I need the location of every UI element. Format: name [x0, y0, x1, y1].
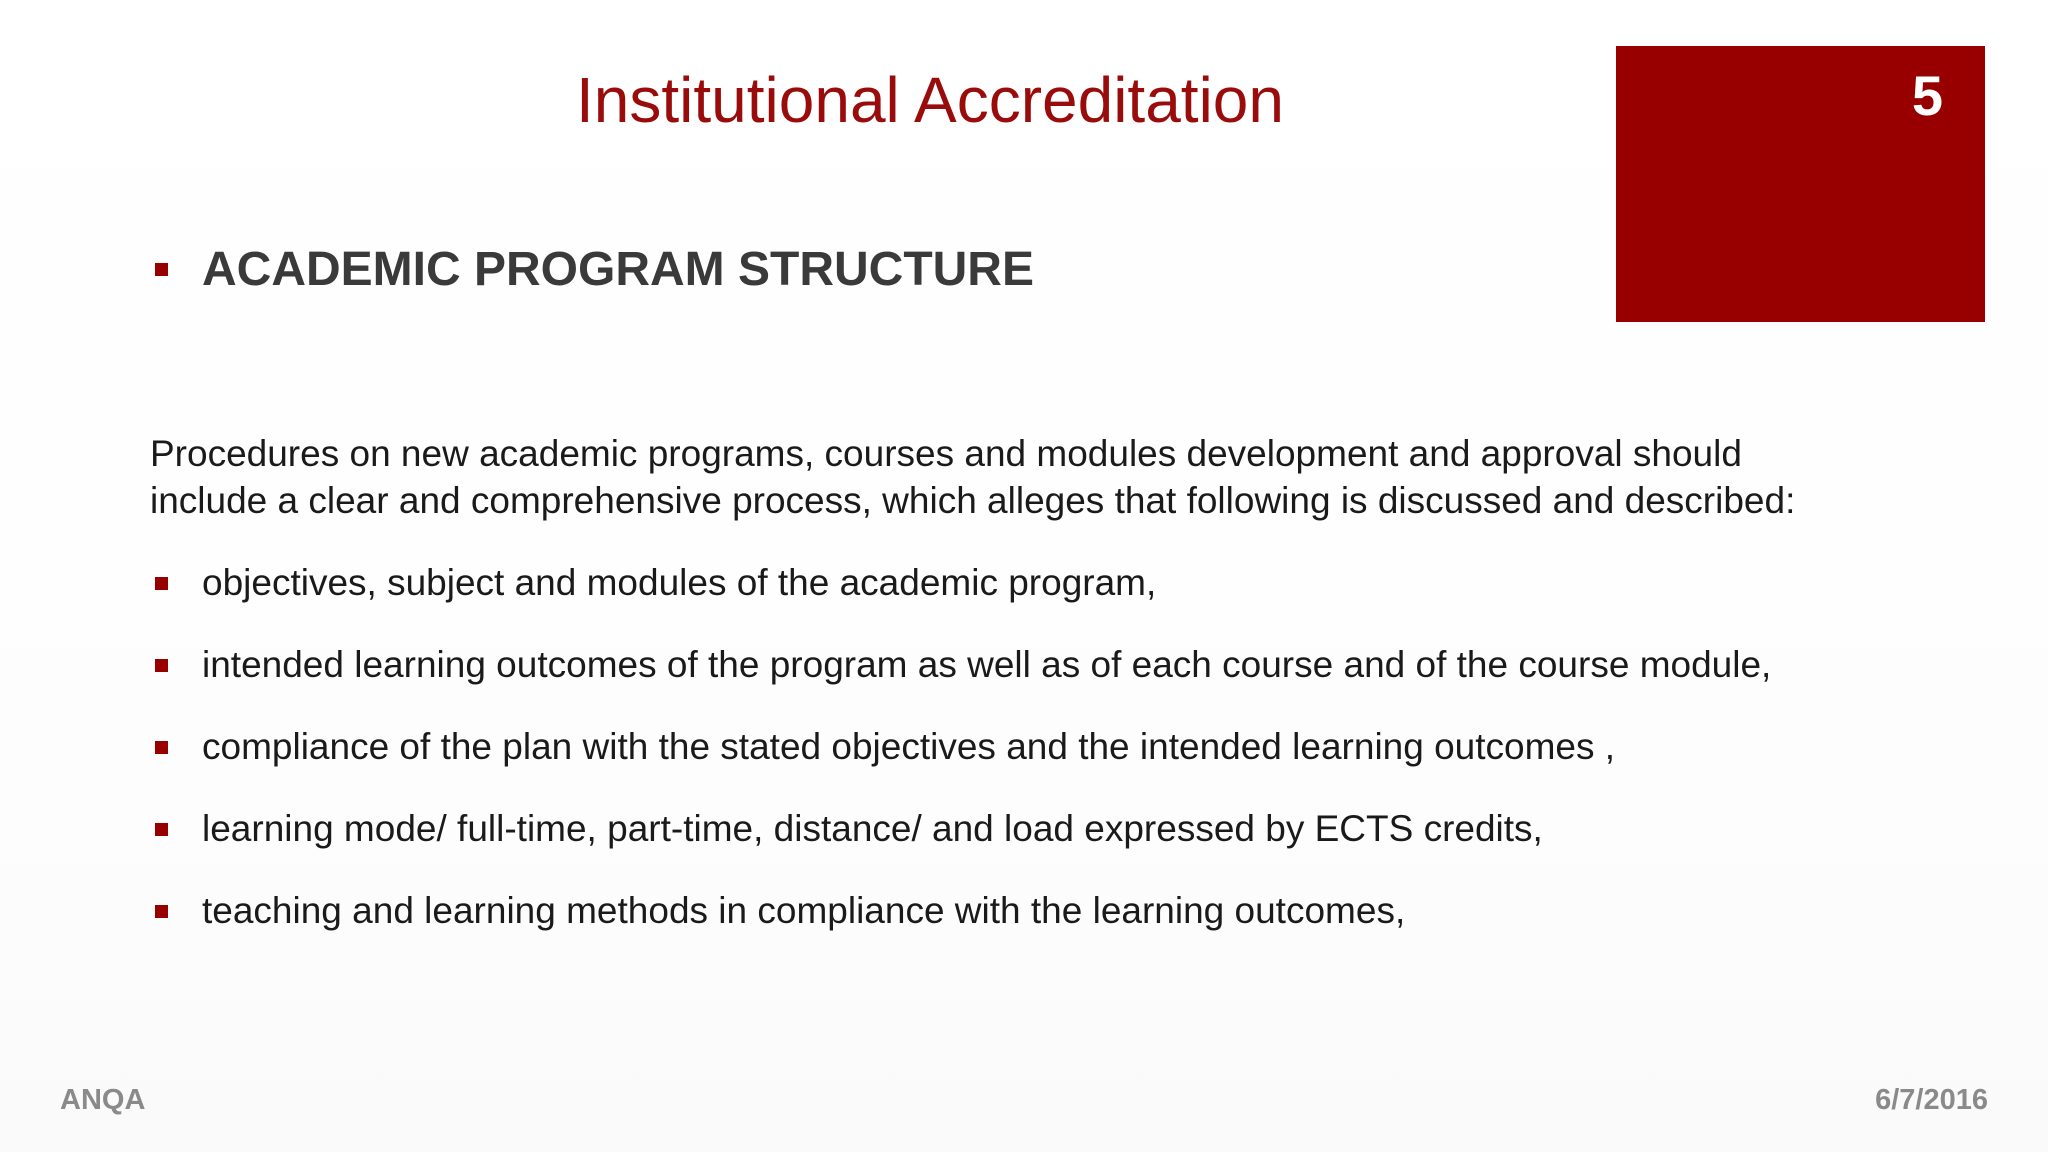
- intro-paragraph: [150, 430, 2030, 524]
- footer-organization: ANQA: [60, 1084, 146, 1116]
- square-bullet-icon: [155, 263, 168, 276]
- slide-number-box: [1616, 46, 1985, 322]
- slide-title: Institutional Accreditation: [576, 64, 1284, 136]
- list-item: learning mode/ full-time, part-time, distance/ and load expressed by ECTS credits,: [202, 808, 1543, 849]
- square-bullet-icon: [155, 741, 168, 754]
- intro-line: Procedures on new academic programs, courses and modules development and approval should: [150, 433, 1742, 474]
- square-bullet-icon: [155, 823, 168, 836]
- list-item: intended learning outcomes of the program as well as of each course and of the course module,: [202, 644, 1772, 685]
- list-item: compliance of the plan with the stated objectives and the intended learning outcomes ,: [202, 726, 1616, 767]
- list-item: teaching and learning methods in compliance with the learning outcomes,: [202, 890, 1406, 931]
- footer-date: 6/7/2016: [1875, 1084, 1988, 1116]
- square-bullet-icon: [155, 659, 168, 672]
- section-heading: ACADEMIC PROGRAM STRUCTURE: [202, 243, 1034, 296]
- intro-line: include a clear and comprehensive process, which alleges that following is discussed and described:: [150, 480, 1796, 521]
- slide-number: 5: [1911, 64, 1943, 127]
- square-bullet-icon: [155, 577, 168, 590]
- square-bullet-icon: [155, 905, 168, 918]
- list-item: objectives, subject and modules of the academic program,: [202, 562, 1157, 603]
